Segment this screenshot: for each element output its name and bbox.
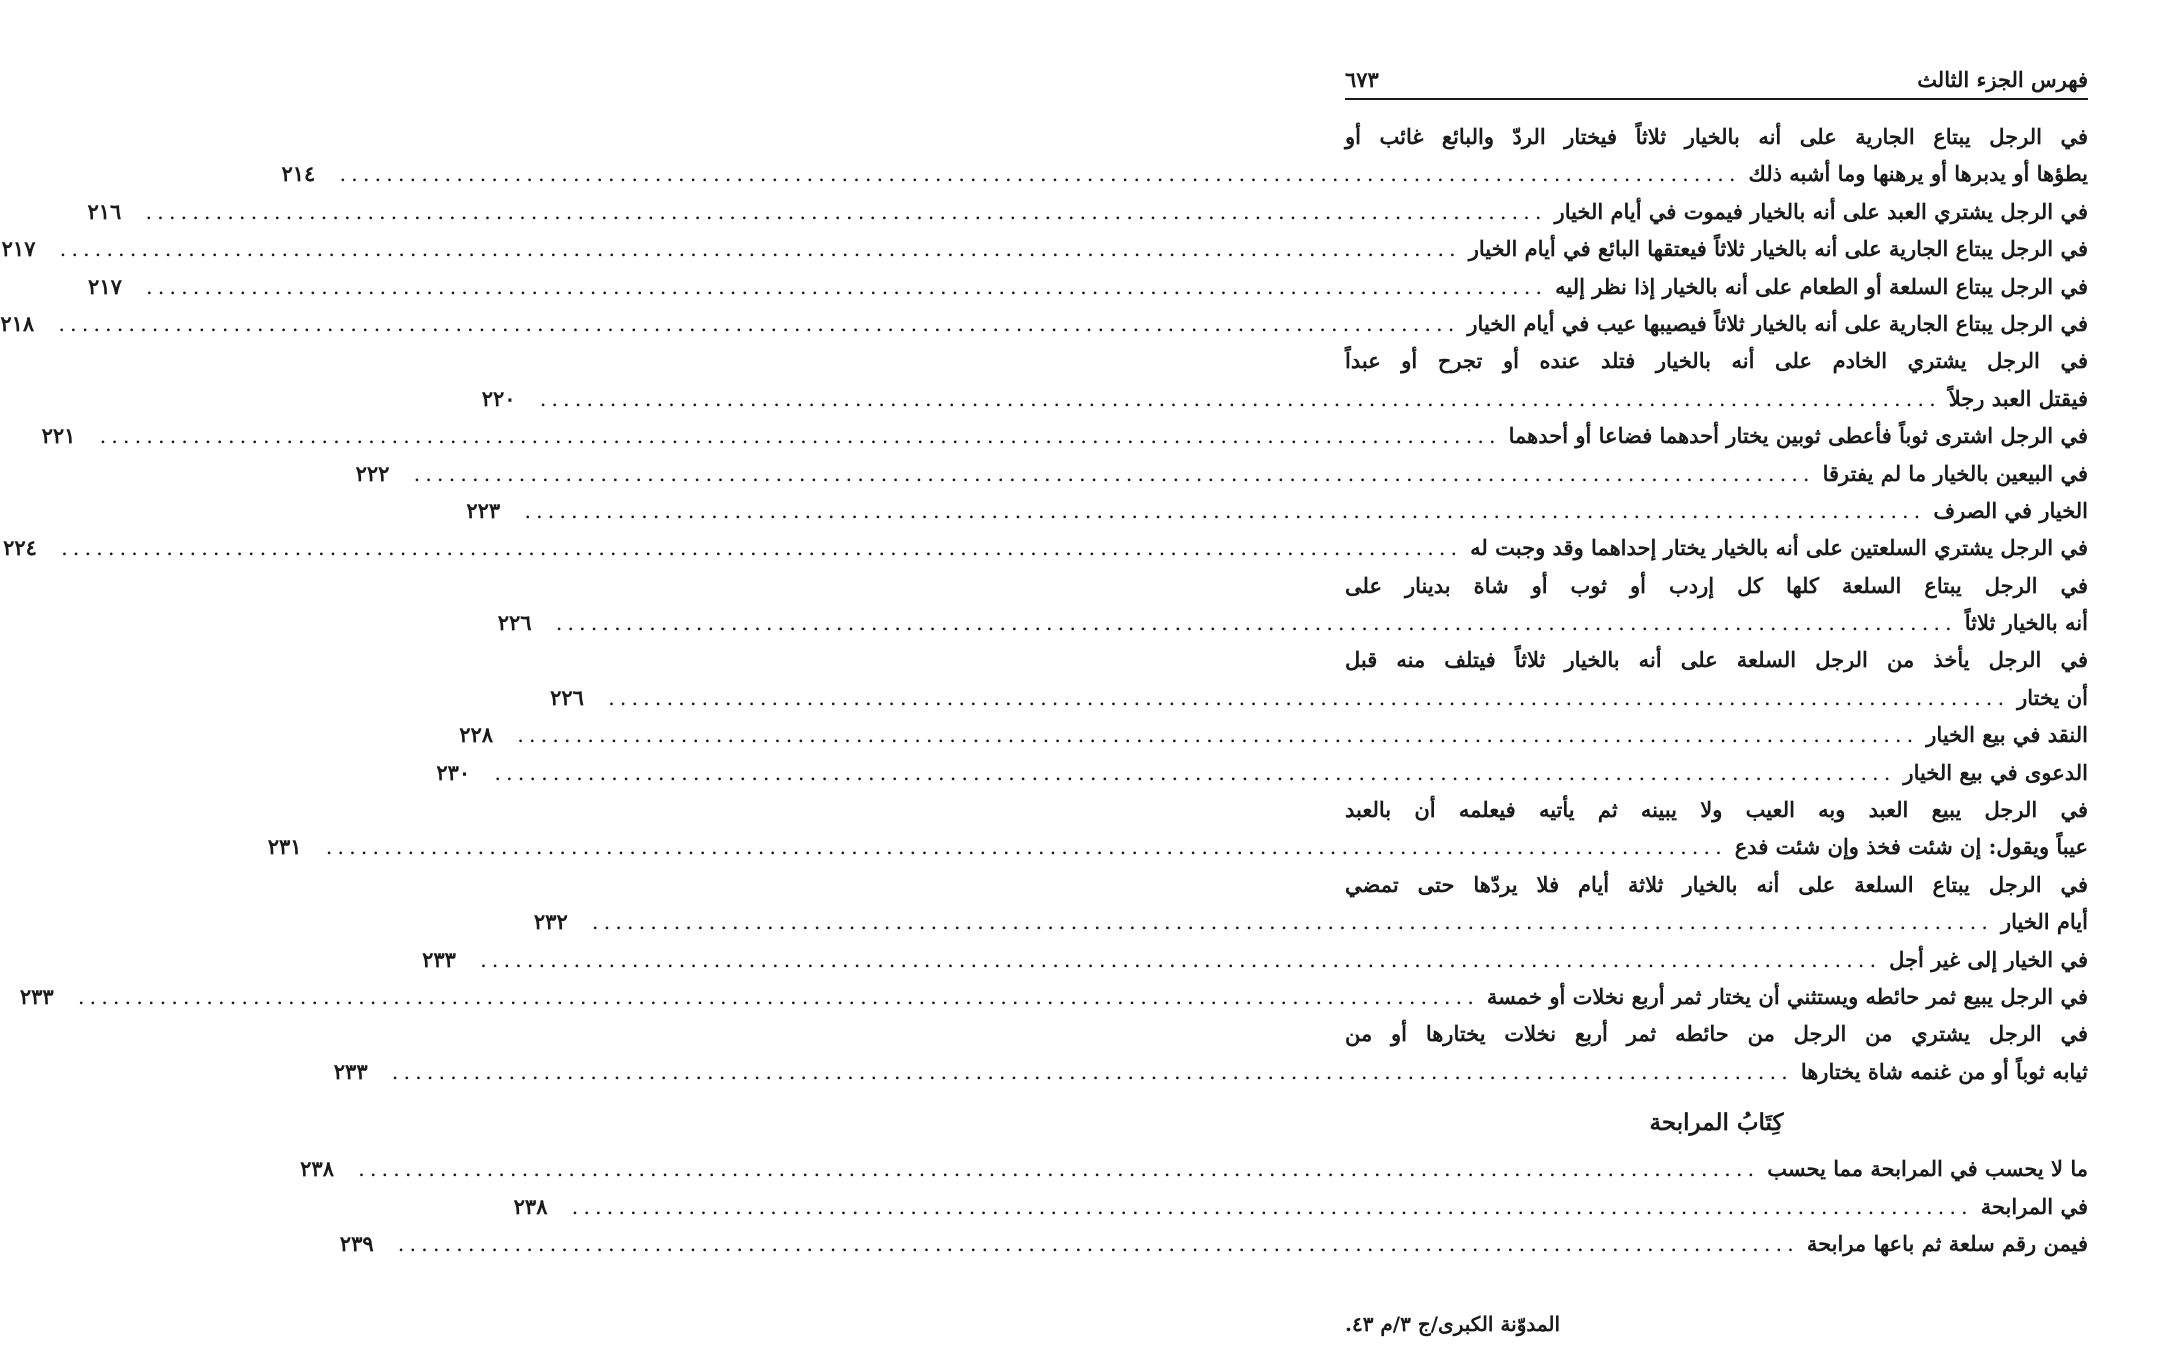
toc-entry-title: في الرجل يبتاع السلعة كلها كل إردب أو ثوب أو شاة بدينار على [1345, 572, 2088, 598]
toc-entry-line [1345, 118, 2088, 155]
toc-part-2 [300, 1150, 2088, 1262]
toc-entry-title: فيمن رقم سلعة ثم باعها مرابحة [1806, 1230, 2088, 1256]
toc-entry-page: ٢١٨ [0, 310, 35, 336]
toc-entry-line [513, 1188, 2088, 1225]
toc-entry-page: ٢٣٩ [339, 1230, 374, 1256]
toc-entry [0, 305, 2088, 342]
dot-leader: ........................................................................................................................ [391, 1059, 1793, 1084]
toc-entry-title: الدعوى في بيع الخيار [1903, 759, 2088, 785]
toc-entry-line [3, 529, 2088, 566]
dot-leader: ........................................................................................................................ [99, 424, 1501, 449]
toc-entry-line [1345, 791, 2088, 828]
toc-entry-title: في الرجل يشتري السلعتين على أنه بالخيار يختار إحداهما وقد وجبت له [1470, 535, 2088, 561]
dot-leader: ........................................................................................................................ [555, 611, 1957, 636]
toc-entry-line [459, 716, 2088, 753]
toc-entry-line [87, 193, 2088, 230]
toc-entry-page: ٢٢٤ [3, 535, 37, 561]
toc-entry-line [339, 1225, 2088, 1262]
toc-entry [550, 641, 2088, 716]
toc-entry-line [333, 1053, 2088, 1090]
toc-entry-title: في الرجل يشتري العبد على أنه بالخيار فيموت في أيام الخيار [1554, 198, 2088, 224]
toc-entry-title: ثيابه ثوباً أو من غنمه شاة يختارها [1800, 1058, 2088, 1084]
toc-entry-title: الخيار في الصرف [1933, 497, 2088, 523]
toc-entry-title: في الرجل يبيع ثمر حائطه ويستثني أن يختار ثمر أربع نخلات أو خمسة [1486, 983, 2088, 1009]
toc-entry [459, 716, 2088, 753]
dot-leader: ........................................................................................................................ [413, 461, 1815, 486]
table-of-contents [0, 118, 2088, 1262]
toc-entry [333, 1015, 2088, 1090]
toc-entry [267, 791, 2088, 866]
toc-entry-page: ٢١٧ [88, 273, 122, 299]
page-header [1345, 58, 2088, 96]
toc-entry-title: في المرابحة [1980, 1193, 2088, 1219]
toc-entry [281, 118, 2088, 193]
toc-entry-title: أيام الخيار [2000, 909, 2088, 935]
toc-entry-line [1, 230, 2088, 267]
toc-entry-page: ٢٢٨ [459, 722, 494, 748]
toc-entry-title: فيقتل العبد رجلاً [1948, 385, 2088, 411]
toc-entry-title: في الرجل اشترى ثوباً فأعطى ثوبين يختار أحدهما فضاعا أو أحدهما [1508, 423, 2088, 449]
dot-leader: ........................................................................................................................ [397, 1231, 1799, 1256]
toc-entry-title: في الخيار إلى غير أجل [1889, 946, 2088, 972]
toc-entry-line [300, 1150, 2088, 1187]
toc-entry-line [1345, 342, 2088, 379]
toc-entry [300, 1150, 2088, 1187]
toc-entry-title: ما لا يحسب في المرابحة مما يحسب [1767, 1156, 2088, 1182]
toc-entry-page: ٢٣٨ [513, 1193, 548, 1219]
toc-entry [533, 866, 2088, 941]
toc-entry [436, 754, 2088, 791]
toc-entry-page: ٢٣٢ [533, 909, 568, 935]
toc-entry-page: ٢٣٣ [19, 983, 54, 1009]
toc-entry-line [481, 380, 2088, 417]
dot-leader: ........................................................................................................................ [517, 723, 1919, 748]
toc-entry [497, 567, 2088, 642]
toc-entry-line [355, 455, 2088, 492]
dot-leader: ........................................................................................................................ [539, 386, 1941, 411]
toc-entry-title: في البيعين بالخيار ما لم يفترقا [1822, 460, 2088, 486]
toc-entry [513, 1188, 2088, 1225]
toc-entry [355, 455, 2088, 492]
dot-leader: ........................................................................................................................ [571, 1194, 1973, 1219]
toc-entry-title: عيباً ويقول: إن شئت فخذ وإن شئت فدع [1734, 834, 2088, 860]
running-title: فهرس الجزء الثالث [1917, 67, 2088, 92]
toc-entry [88, 268, 2088, 305]
toc-entry-title: أنه بالخيار ثلاثاً [1964, 610, 2088, 636]
toc-entry [481, 342, 2088, 417]
toc-entry-line [466, 492, 2088, 529]
toc-part-1 [0, 118, 2088, 1090]
toc-entry [87, 193, 2088, 230]
dot-leader: ........................................................................................................................ [358, 1157, 1760, 1182]
toc-entry-page: ٢١٧ [1, 236, 36, 262]
toc-entry-line [550, 679, 2088, 716]
toc-entry-page: ٢١٤ [281, 161, 316, 187]
dot-leader: ........................................................................................................................ [494, 760, 1896, 785]
section-title: كِتَابُ المرابحة [1649, 1109, 1784, 1137]
toc-entry-page: ٢٣٣ [422, 946, 456, 972]
toc-entry-line [88, 268, 2088, 305]
toc-entry-title: في الرجل يبتاع الجارية على أنه بالخيار ثلاثاً فيعتقها البائع في أيام الخيار [1468, 236, 2088, 262]
toc-entry-title: في الرجل يبتاع السلعة على أنه بالخيار ثلاثة أيام فلا يردّها حتى تمضي [1345, 871, 2088, 897]
dot-leader: ........................................................................................................................ [591, 910, 1993, 935]
dot-leader: ........................................................................................................................ [480, 947, 1882, 972]
dot-leader: ........................................................................................................................ [608, 685, 2010, 710]
toc-entry-page: ٢٢٠ [481, 385, 516, 411]
toc-entry-page: ٢٢٣ [466, 497, 501, 523]
toc-entry-line [1345, 1015, 2088, 1052]
dot-leader: ........................................................................................................................ [339, 162, 1741, 187]
toc-entry-page: ٢٢٢ [355, 460, 390, 486]
toc-entry-title: في الرجل يبتاع السلعة أو الطعام على أنه بالخيار إذا نظر إليه [1555, 273, 2088, 299]
toc-entry-line [267, 828, 2088, 865]
toc-entry-line [41, 417, 2088, 454]
toc-entry-title: النقد في بيع الخيار [1926, 722, 2088, 748]
toc-entry-line [1345, 641, 2088, 678]
toc-entry-title: في الرجل يشتري من الرجل من حائطه ثمر أربع نخلات يختارها أو من [1345, 1021, 2088, 1047]
toc-entry-page: ٢٣١ [267, 834, 302, 860]
toc-entry-page: ٢٣٠ [436, 759, 471, 785]
toc-entry-page: ٢٣٣ [333, 1058, 368, 1084]
toc-entry-title: في الرجل يبتاع الجارية على أنه بالخيار ثلاثاً فيختار الردّ والبائع غائب أو [1345, 124, 2088, 149]
toc-entry-line [1345, 866, 2088, 903]
toc-entry-title: في الرجل يبتاع الجارية على أنه بالخيار ثلاثاً فيصيبها عيب في أيام الخيار [1467, 310, 2088, 336]
toc-entry-line [533, 903, 2088, 940]
toc-entry-line [0, 305, 2088, 342]
toc-entry-line [422, 941, 2088, 978]
toc-entry [41, 417, 2088, 454]
toc-entry [1, 230, 2088, 267]
toc-entry-title: في الرجل يبيع العبد وبه العيب ولا يبينه ثم يأتيه فيعلمه أن بالعبد [1345, 797, 2088, 823]
dot-leader: ........................................................................................................................ [58, 311, 1460, 336]
toc-entry-line [1345, 567, 2088, 604]
toc-entry-page: ٢٢١ [41, 423, 76, 449]
toc-entry-line [497, 604, 2088, 641]
dot-leader: ........................................................................................................................ [146, 274, 1548, 299]
dot-leader: ........................................................................................................................ [59, 237, 1461, 262]
toc-entry [3, 529, 2088, 566]
toc-entry-page: ٢١٦ [87, 198, 122, 224]
dot-leader: ........................................................................................................................ [77, 984, 1479, 1009]
toc-entry [422, 941, 2088, 978]
page-number: ٦٧٣ [1345, 67, 1379, 92]
toc-entry-page: ٢٣٨ [300, 1156, 334, 1182]
dot-leader: ........................................................................................................................ [325, 835, 1727, 860]
footer-signature: المدوّنة الكبرى/ج ٣/م ٤٣. [1345, 1312, 1561, 1336]
dot-leader: ........................................................................................................................ [524, 498, 1926, 523]
toc-entry [466, 492, 2088, 529]
toc-entry-title: أن يختار [2017, 684, 2088, 710]
toc-entry-line [436, 754, 2088, 791]
toc-entry-line [281, 155, 2088, 192]
toc-entry-page: ٢٢٦ [550, 684, 584, 710]
toc-entry [339, 1225, 2088, 1262]
header-rule [1345, 98, 2088, 100]
dot-leader: ........................................................................................................................ [61, 536, 1463, 561]
dot-leader: ........................................................................................................................ [145, 199, 1547, 224]
toc-entry-title: في الرجل يشتري الخادم على أنه بالخيار فتلد عنده أو تجرح أو عبداً [1345, 348, 2088, 374]
toc-entry-title: في الرجل يأخذ من الرجل السلعة على أنه بالخيار ثلاثاً فيتلف منه قبل [1345, 647, 2088, 673]
toc-entry-title: يطؤها أو يدبرها أو يرهنها وما أشبه ذلك [1748, 161, 2088, 187]
toc-entry-page: ٢٢٦ [497, 610, 532, 636]
toc-entry-line [19, 978, 2088, 1015]
toc-entry [19, 978, 2088, 1015]
